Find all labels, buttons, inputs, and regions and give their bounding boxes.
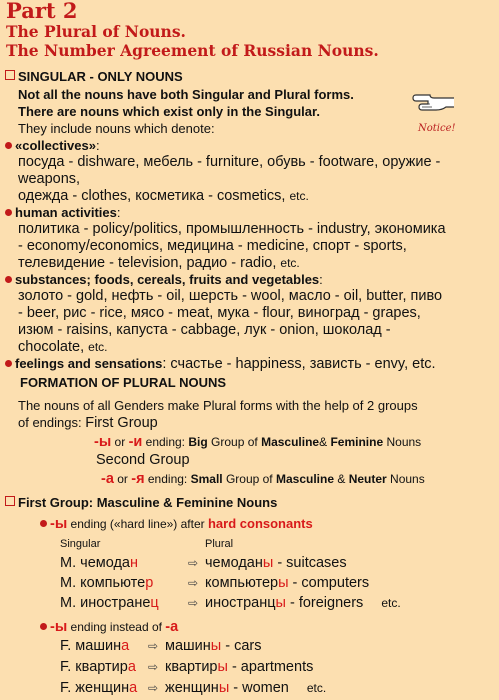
substances-line4: chocolate, etc. xyxy=(18,339,108,355)
singular-form: F. квартира xyxy=(60,659,136,675)
right-arrow-icon: ⇨ xyxy=(147,639,159,653)
table-row xyxy=(60,595,401,611)
page-title-line2: The Number Agreement of Russian Nouns. xyxy=(6,41,379,60)
substances-line2: - beer, рис - rice, мясо - meat, мука - flour, виноград - grapes, xyxy=(18,305,421,321)
right-arrow-icon: ⇨ xyxy=(147,681,159,695)
singular-intro-2: There are nouns which exist only in the Singular. xyxy=(18,104,320,119)
notice-label: Notice! xyxy=(418,123,456,134)
collectives-item: «collectives»: xyxy=(5,138,100,153)
bullet-dot-icon xyxy=(5,142,12,149)
singular-form: М. чемодан xyxy=(60,555,139,571)
singular-intro-3: They include nouns which denote: xyxy=(18,121,215,136)
plural-form: иностранцы - foreigners xyxy=(205,595,364,611)
etc-label: etc. xyxy=(306,681,327,695)
bullet-dot-icon xyxy=(5,360,12,367)
table-row xyxy=(60,680,326,696)
right-arrow-icon: ⇨ xyxy=(187,556,199,570)
substances-line3: изюм - raisins, капуста - cabbage, лук - onion, шоколад - xyxy=(18,322,391,338)
bullet-dot-icon xyxy=(5,276,12,283)
collectives-line3: одежда - clothes, косметика - cosmetics, etc. xyxy=(18,188,309,204)
col-plural-header: Plural xyxy=(205,538,234,550)
page-title-line1: The Plural of Nouns. xyxy=(6,22,186,41)
right-arrow-icon: ⇨ xyxy=(187,576,199,590)
activities-line1: политика - policy/politics, промышленность - industry, экономика xyxy=(18,221,446,237)
bullet-dot-icon xyxy=(40,623,47,630)
plural-form: чемоданы - suitcases xyxy=(205,555,347,571)
table-row xyxy=(60,659,313,675)
plural-form: машины - cars xyxy=(165,638,262,654)
etc-label: etc. xyxy=(381,596,401,610)
singular-form: М. компьютер xyxy=(60,575,154,591)
substances-line1: золото - gold, нефть - oil, шерсть - wool, масло - oil, butter, пиво xyxy=(18,288,443,304)
singular-form: М. иностранец xyxy=(60,595,159,611)
table-row xyxy=(60,575,369,591)
right-arrow-icon: ⇨ xyxy=(187,596,199,610)
singular-intro-1: Not all the nouns have both Singular and Plural forms. xyxy=(18,87,354,102)
rule1: -ы ending («hard line») after hard consonants xyxy=(40,516,313,532)
formation-text1: The nouns of all Genders make Plural forms with the help of 2 groups xyxy=(18,398,418,413)
collectives-line2: weapons, xyxy=(18,171,81,187)
table-row xyxy=(60,638,261,654)
singular-heading: SINGULAR - ONLY NOUNS xyxy=(5,69,183,84)
table-row xyxy=(60,555,347,571)
pointing-hand-icon xyxy=(412,88,456,114)
plural-form: квартиры - apartments xyxy=(165,659,314,675)
activities-item: human activities: xyxy=(5,205,121,220)
bullet-dot-icon xyxy=(40,520,47,527)
feelings-item: feelings and sensations: счастье - happiness, зависть - envy, etc. xyxy=(5,356,436,372)
singular-form: F. машина xyxy=(60,638,130,654)
activities-line2: - economy/economics, медицина - medicine, спорт - sports, xyxy=(18,238,407,254)
plural-form: женщины - women xyxy=(165,680,289,696)
square-bullet-icon xyxy=(5,496,15,506)
second-group-endings: -а or -я ending: Small Group of Masculine & Neuter Nouns xyxy=(101,471,425,487)
bullet-dot-icon xyxy=(5,209,12,216)
plural-form: компьютеры - computers xyxy=(205,575,370,591)
first-group-heading: First Group: Masculine & Feminine Nouns xyxy=(5,495,277,510)
right-arrow-icon: ⇨ xyxy=(147,660,159,674)
col-singular-header: Singular xyxy=(60,538,101,550)
square-bullet-icon xyxy=(5,70,15,80)
activities-line3: телевидение - television, радио - radio, etc. xyxy=(18,255,300,271)
collectives-line1: посуда - dishware, мебель - furniture, обувь - footware, оружие - xyxy=(18,154,441,170)
formation-heading: FORMATION OF PLURAL NOUNS xyxy=(20,375,227,390)
rule2: -ы ending instead of -а xyxy=(40,619,178,635)
second-group-label: Second Group xyxy=(96,452,190,468)
substances-item: substances; foods, cereals, fruits and vegetables: xyxy=(5,272,323,287)
formation-text2: of endings: First Group xyxy=(18,415,158,431)
first-group-endings: -ы or -и ending: Big Group of Masculine& Feminine Nouns xyxy=(94,434,422,450)
singular-form: F. женщина xyxy=(60,680,138,696)
part-title: Part 2 xyxy=(6,0,78,23)
